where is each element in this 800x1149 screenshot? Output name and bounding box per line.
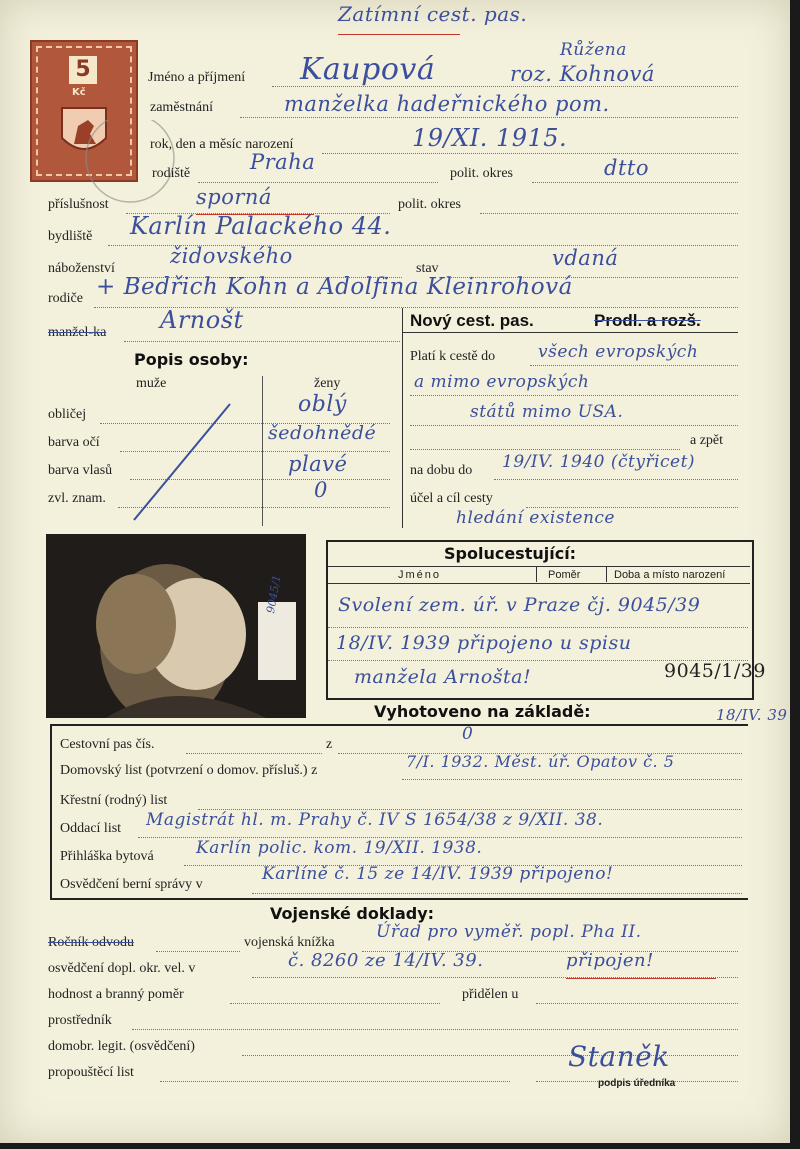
valid-value-3: států mimo USA. [470,402,624,422]
companions-col-name: Jméno [398,569,442,581]
residence-label: bydliště [48,229,93,244]
description-col-male: muže [136,376,167,391]
residence-value: Karlín Palackého 44. [130,212,392,240]
maiden-name-first: Růžena [560,40,627,60]
cert-label: osvědčení dopl. okr. vel. v [48,961,196,976]
spouse-label: manžel-ka [48,325,107,340]
description-row-label: barva očí [48,435,100,450]
booklet-label: vojenská knížka [244,935,335,950]
cert-value: č. 8260 ze 14/IV. 39. [288,950,484,971]
maiden-name-value: roz. Kohnová [510,62,655,86]
basis-row-label: Domovský list (potvrzení o domov. přísluš.) z [60,763,318,778]
photo-tag: 9045/1 [264,573,284,615]
new-passport-label: Nový cest. pas. [410,311,534,330]
stamp-currency: Kč [72,87,86,98]
legit-label: domobr. legit. (osvědčení) [48,1039,195,1054]
duration-value: 19/IV. 1940 (čtyřicet) [502,452,696,472]
companions-line-2: 18/IV. 1939 připojeno u spisu [336,632,632,654]
companions-title: Spolucestující: [444,544,577,563]
companions-col-relation: Poměr [548,569,581,581]
description-row-value: 0 [314,478,328,502]
basis-row-value: 7/I. 1932. Měst. úř. Opatov č. 5 [406,752,675,771]
basis-row-value: Karlín polic. kom. 19/XII. 1938. [196,838,483,858]
description-row-label: obličej [48,407,87,422]
companions-line-1: Svolení zem. úř. v Praze čj. 9045/39 [338,594,701,616]
return-label: a zpět [690,433,724,448]
name-label: Jméno a příjmení [148,70,246,85]
rank-label: hodnost a branný poměr [48,987,184,1002]
companions-col-birth: Doba a místo narození [614,569,726,581]
companions-number: 9045/1/39 [664,660,766,682]
cert-note: připojen! [566,950,654,971]
description-row-label: zvl. znam. [48,491,106,506]
spouse-value: Arnošt [160,306,244,334]
assigned-label: přidělen u [462,987,519,1002]
purpose-label: účel a cíl cesty [410,491,493,506]
draft-year-label: Ročník odvodu [48,935,134,950]
birthplace-value: Praha [250,150,316,174]
birthplace-label: rodiště [152,166,191,181]
basis-row-value: Magistrát hl. m. Prahy č. IV S 1654/38 z 9/XII. 38. [146,810,604,830]
religion-value: židovského [170,244,293,268]
booklet-value: Úřad pro vyměř. popl. Pha II. [376,922,642,942]
basis-row-label: Cestovní pas čís. [60,737,155,752]
basis-row-label: Oddací list [60,821,122,836]
valid-label: Platí k cestě do [410,349,496,364]
status-value: vdaná [552,246,619,270]
polit-okres2-label: polit. okres [398,197,461,212]
status-label: stav [416,261,439,276]
religion-label: náboženství [48,261,115,276]
extension-label: Prodl. a rozš. [594,311,701,330]
parents-label: rodiče [48,291,83,306]
title-underline [338,34,460,35]
portrait-photo [46,534,306,718]
military-title: Vojenské doklady: [270,904,435,923]
birth-date-label: rok, den a měsíc narození [150,137,294,152]
basis-date: 18/IV. 39 [716,706,788,724]
birth-date-value: 19/XI. 1915. [412,124,568,152]
basis-row-label: Křestní (rodný) list [60,793,168,808]
polit-okres-label: polit. okres [450,166,513,181]
citizenship-label: příslušnost [48,197,109,212]
occupation-value: manželka hadeřnického pom. [284,92,610,116]
basis-title: Vyhotoveno na základě: [374,702,591,721]
name-value: Kaupová [300,52,436,87]
purpose-value: hledání existence [456,508,615,528]
discharge-label: propouštěcí list [48,1065,134,1080]
basis-row-label: Přihláška bytová [60,849,154,864]
description-row-value: plavé [288,452,348,476]
companions-line-3: manžela Arnošta! [354,666,532,688]
parents-value: + Bedřich Kohn a Adolfina Kleinrohová [96,274,573,300]
description-row-value: oblý [298,392,347,417]
basis-row-label: Osvědčení berní správy v [60,877,203,892]
description-row-value: šedohnědé [268,422,377,444]
male-column-crossout [120,400,270,530]
description-title: Popis osoby: [134,350,249,369]
official-signature: Staněk [568,1040,670,1073]
valid-value-1: všech evropských [538,342,699,362]
valid-value-2: a mimo evropských [414,372,590,392]
basis-row-value: 0 [462,724,474,744]
title-handwritten: Zatímní cest. pas. [338,2,528,26]
occupation-label: zaměstnání [150,100,213,115]
duration-label: na dobu do [410,463,473,478]
basis-row-suffix: z [326,737,333,752]
polit-okres-value: dtto [604,156,649,180]
citizenship-value: sporná [196,185,272,209]
stamp-value: 5 [69,56,97,84]
description-col-female: ženy [314,376,341,391]
basis-row-value: Karlíně č. 15 ze 14/IV. 1939 připojeno! [262,864,614,884]
description-row-label: barva vlasů [48,463,113,478]
intermediary-label: prostředník [48,1013,112,1028]
signature-caption: podpis úředníka [598,1078,676,1089]
